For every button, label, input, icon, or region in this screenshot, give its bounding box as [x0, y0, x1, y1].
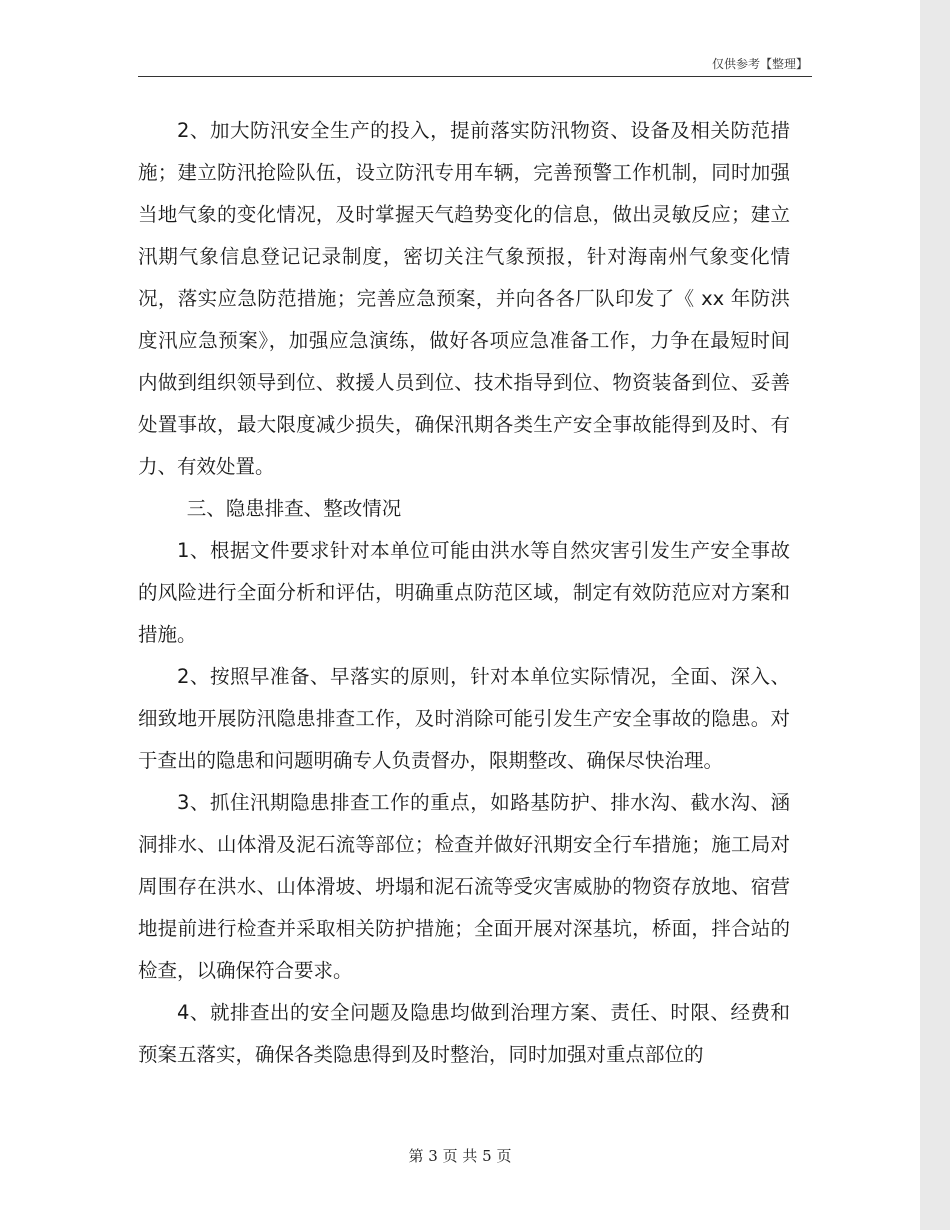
header-divider	[138, 76, 812, 77]
section-heading-hazard-check: 三、隐患排查、整改情况	[186, 497, 402, 520]
page-number: 第 3 页 共 5 页	[408, 1147, 512, 1165]
paragraph-4-rectification: 4、就排查出的安全问题及隐患均做到治理方案、责任、时限、经费和预案五落实，确保各类隐患得到及时整治，同时加强对重点部位的	[138, 1001, 790, 1066]
paragraph-2-investment: 2、加大防汛安全生产的投入，提前落实防汛物资、设备及相关防范措施；建立防汛抢险队伍，设立防汛专用车辆，完善预警工作机制，同时加强当地气象的变化情况，及时掌握天气趋势变化的信息，做出灵敏反应；建立汛期气象信息登记记录制度，密切关注气象预报，针对海南州气象变化情况，落实应急防范措施；完善应急预案，并向各各厂队印发了《 xx 年防洪度汛应急预案》，加强应急演练，做好各项应急准备工作，力争在最短时间内做到组织领导到位、救援人员到位、技术指导到位、物资装备到位、妥善处置事故，最大限度减少损失，确保汛期各类生产安全事故能得到及时、有力、有效处置。	[138, 119, 790, 478]
viewer-background	[920, 0, 950, 1230]
document-body	[138, 110, 790, 1076]
paragraph-3-key-points: 3、抓住汛期隐患排查工作的重点，如路基防护、排水沟、截水沟、涵洞排水、山体滑及泥石流等部位；检查并做好汛期安全行车措施；施工局对周围存在洪水、山体滑坡、坍塌和泥石流等受灾害威胁的物资存放地、宿营地提前进行检查并采取相关防护措施；全面开展对深基坑，桥面，拌合站的检查，以确保符合要求。	[138, 791, 790, 982]
paragraph-1-risk-analysis: 1、根据文件要求针对本单位可能由洪水等自然灾害引发生产安全事故的风险进行全面分析和评估，明确重点防范区域，制定有效防范应对方案和措施。	[138, 539, 790, 646]
header-note: 仅供参考【整理】	[711, 57, 808, 71]
paragraph-2-inspection: 2、按照早准备、早落实的原则，针对本单位实际情况，全面、深入、细致地开展防汛隐患排查工作，及时消除可能引发生产安全事故的隐患。对于查出的隐患和问题明确专人负责督办，限期整改、确保尽快治理。	[138, 665, 790, 772]
